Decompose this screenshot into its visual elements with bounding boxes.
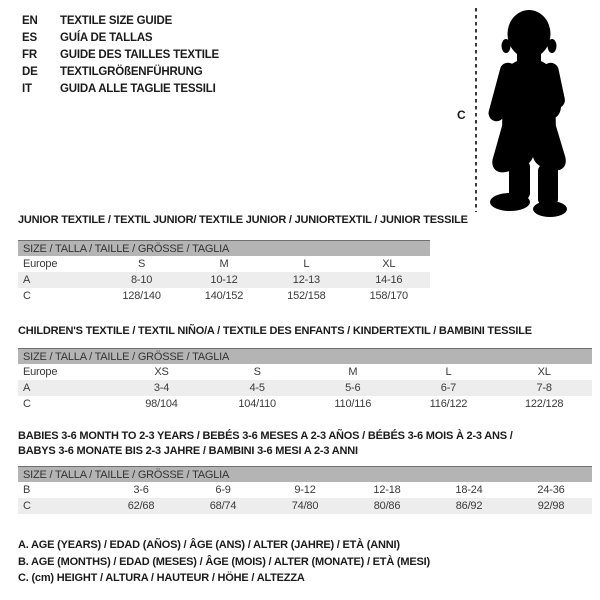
junior-size-table: [18, 240, 430, 304]
table-cell: 3-6: [133, 484, 149, 496]
table-row: [18, 364, 592, 380]
language-label: GUÍA DE TALLAS: [60, 32, 153, 44]
height-marker-label: C: [457, 108, 466, 122]
table-cell: 6-9: [215, 484, 231, 496]
legend-line-c: C. (cm) HEIGHT / ALTURA / HAUTEUR / HÖHE / ALTEZZA: [18, 572, 305, 584]
table-cell: 10-12: [210, 274, 238, 286]
table-row: [18, 482, 592, 498]
table-row: [18, 380, 592, 396]
table-row: [18, 396, 592, 412]
table-cell: 9-12: [294, 484, 316, 496]
table-cell: 158/170: [369, 290, 408, 302]
table-cell: 98/104: [145, 398, 178, 410]
table-cell: S: [138, 258, 146, 270]
table-cell: C: [23, 500, 31, 512]
baby-silhouette-shape: [487, 10, 567, 217]
language-row: [22, 81, 219, 98]
table-cell: 110/116: [334, 398, 372, 410]
table-cell: XL: [382, 258, 396, 270]
language-row: [22, 30, 219, 47]
table-cell: 86/92: [455, 500, 483, 512]
size-table-header: SIZE / TALLA / TAILLE / GRÖSSE / TAGLIA: [18, 241, 430, 257]
legend: [18, 537, 430, 587]
language-list: [22, 13, 219, 98]
table-cell: 4-5: [249, 382, 265, 394]
babies-size-table: [18, 466, 592, 514]
table-cell: Europe: [23, 258, 58, 270]
table-cell: 92/98: [537, 500, 565, 512]
table-cell: 6-7: [440, 382, 457, 394]
table-cell: 12-13: [292, 274, 320, 286]
table-cell: 62/68: [127, 500, 155, 512]
table-cell: 116/122: [429, 398, 468, 410]
language-label: GUIDA ALLE TAGLIE TESSILI: [60, 83, 216, 95]
table-cell: 12-18: [373, 484, 401, 496]
language-code: IT: [22, 83, 32, 95]
table-cell: 140/152: [204, 290, 244, 302]
table-cell: C: [23, 398, 31, 410]
language-code: EN: [22, 15, 38, 27]
table-cell: 152/158: [287, 290, 326, 302]
table-row: [18, 272, 430, 288]
language-code: FR: [22, 49, 37, 61]
table-cell: 24-36: [537, 484, 565, 496]
size-table-header: SIZE / TALLA / TAILLE / GRÖSSE / TAGLIA: [18, 467, 592, 483]
table-cell: XS: [154, 366, 169, 378]
table-cell: 18-24: [455, 484, 483, 496]
table-cell: M: [219, 258, 229, 270]
table-cell: 5-6: [345, 382, 361, 394]
section-title-junior: JUNIOR TEXTILE / TEXTIL JUNIOR/ TEXTILE JUNIOR / JUNIORTEXTIL / JUNIOR TESSILE: [18, 214, 468, 226]
table-cell: 8-10: [130, 274, 153, 286]
language-row: [22, 47, 219, 64]
legend-line-a: A. AGE (YEARS) / EDAD (AÑOS) / ÂGE (ANS) / ALTER (JAHRE) / ETÀ (ANNI): [18, 539, 400, 551]
table-cell: 68/74: [209, 500, 237, 512]
table-cell: 80/86: [373, 500, 401, 512]
table-row: [18, 256, 430, 272]
language-code: DE: [22, 66, 38, 78]
table-cell: A: [23, 382, 31, 394]
baby-silhouette-figure: [445, 0, 600, 230]
table-row: [18, 288, 430, 304]
table-cell: 128/140: [122, 290, 161, 302]
size-table-header: SIZE / TALLA / TAILLE / GRÖSSE / TAGLIA: [18, 349, 592, 365]
table-cell: M: [348, 366, 358, 378]
section-title-children: CHILDREN'S TEXTILE / TEXTIL NIÑO/A / TEXTILE DES ENFANTS / KINDERTEXTIL / BAMBINI TESSILE: [18, 325, 532, 337]
language-label: TEXTILE SIZE GUIDE: [60, 15, 173, 27]
table-cell: 122/128: [524, 398, 564, 410]
table-cell: 7-8: [536, 382, 552, 394]
baby-silhouette-icon: [445, 0, 600, 230]
table-cell: L: [303, 258, 310, 270]
section-title-line: BABYS 3-6 MONATE BIS 2-3 JAHRE / BAMBINI 3-6 MESI A 2-3 ANNI: [18, 445, 358, 457]
language-label: TEXTILGRÖßENFÜHRUNG: [60, 66, 203, 78]
table-cell: 3-4: [153, 382, 170, 394]
language-row: [22, 64, 219, 81]
table-cell: 74/80: [291, 500, 319, 512]
legend-line-b: B. AGE (MONTHS) / EDAD (MESES) / ÂGE (MOIS) / ALTER (MONATE) / ETÀ (MESI): [18, 555, 430, 568]
table-cell: S: [253, 366, 261, 378]
language-label: GUIDE DES TAILLES TEXTILE: [60, 49, 219, 61]
table-row: [18, 498, 592, 514]
table-cell: L: [445, 366, 452, 378]
table-cell: B: [23, 484, 31, 496]
table-cell: 104/110: [238, 398, 276, 410]
language-code: ES: [22, 32, 37, 44]
table-cell: XL: [537, 366, 551, 378]
section-title-line: BABIES 3-6 MONTH TO 2-3 YEARS / BEBÉS 3-6 MESES A 2-3 AÑOS / BÉBÉS 3-6 MOIS À 2-3 ANS /: [18, 430, 513, 442]
language-row: [22, 13, 219, 30]
table-cell: A: [23, 274, 31, 286]
table-cell: 14-16: [375, 274, 403, 286]
table-cell: Europe: [23, 366, 58, 378]
table-cell: C: [23, 290, 31, 302]
children-size-table: [18, 348, 592, 412]
section-title-babies: [18, 429, 593, 459]
